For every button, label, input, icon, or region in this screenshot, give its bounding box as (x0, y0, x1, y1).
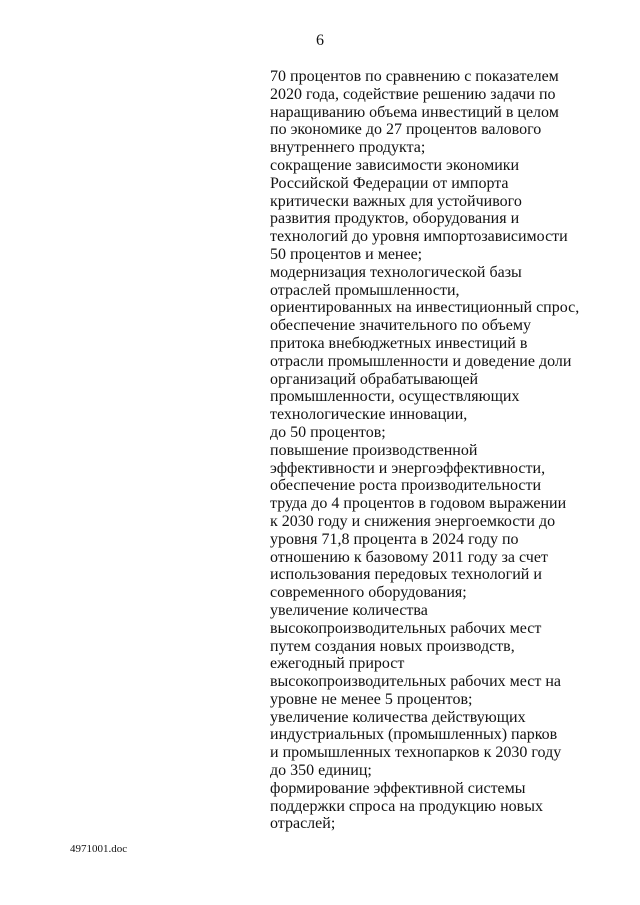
text-line: увеличение количества (270, 601, 428, 619)
footer-file-name: 4971001.doc (70, 843, 128, 855)
text-line: поддержки спроса на продукцию новых (270, 797, 543, 815)
text-line: отношению к базовому 2011 году за счет (270, 548, 548, 566)
text-line: отраслей; (270, 815, 336, 833)
text-line: эффективности и энергоэффективности, (270, 459, 546, 477)
text-line: путем создания новых производств, (270, 637, 515, 655)
text-line: наращиванию объема инвестиций в целом (270, 103, 559, 121)
text-line: увеличение количества действующих (270, 708, 526, 726)
text-line: по экономике до 27 процентов валового (270, 121, 542, 139)
text-line: индустриальных (промышленных) парков (270, 726, 558, 744)
body-text (270, 68, 600, 833)
text-line: формирование эффективной системы (270, 779, 526, 797)
text-line: к 2030 году и снижения энергоемкости до (270, 512, 556, 530)
text-line: 50 процентов и менее; (270, 245, 423, 263)
text-line: обеспечение роста производительности (270, 477, 542, 495)
text-line: труда до 4 процентов в годовом выражении (270, 495, 567, 513)
text-line: технологические инновации, (270, 406, 468, 424)
text-line: организаций обрабатывающей (270, 370, 479, 388)
text-line: критически важных для устойчивого (270, 192, 522, 210)
text-line: и промышленных технопарков к 2030 году (270, 744, 562, 762)
text-line: отраслей промышленности, (270, 281, 460, 299)
text-line: ежегодный прирост (270, 655, 405, 673)
text-line: технологий до уровня импортозависимости (270, 228, 568, 246)
text-line: модернизация технологической базы (270, 263, 522, 281)
text-line: уровне не менее 5 процентов; (270, 690, 473, 708)
text-line: обеспечение значительного по объему (270, 317, 532, 335)
text-line: высокопроизводительных рабочих мест (270, 619, 542, 637)
text-line: развития продуктов, оборудования и (270, 210, 520, 228)
text-line: современного оборудования; (270, 584, 467, 602)
text-line: отрасли промышленности и доведение доли (270, 352, 572, 370)
text-line: повышение производственной (270, 441, 478, 459)
text-line: 2020 года, содействие решению задачи по (270, 85, 556, 103)
text-line: использования передовых технологий и (270, 566, 542, 584)
text-line: до 50 процентов; (270, 423, 386, 441)
text-line: 70 процентов по сравнению с показателем (270, 68, 559, 85)
text-line: Российской Федерации от импорта (270, 174, 509, 192)
text-line: уровня 71,8 процента в 2024 году по (270, 530, 519, 548)
text-line: до 350 единиц; (270, 762, 372, 780)
text-line: притока внебюджетных инвестиций в (270, 334, 528, 352)
text-line: промышленности, осуществляющих (270, 388, 520, 406)
text-line: сокращение зависимости экономики (270, 156, 520, 174)
text-line: высокопроизводительных рабочих мест на (270, 673, 562, 691)
text-line: внутреннего продукта; (270, 139, 426, 157)
page-number: 6 (316, 32, 324, 49)
text-line: ориентированных на инвестиционный спрос, (270, 299, 580, 317)
